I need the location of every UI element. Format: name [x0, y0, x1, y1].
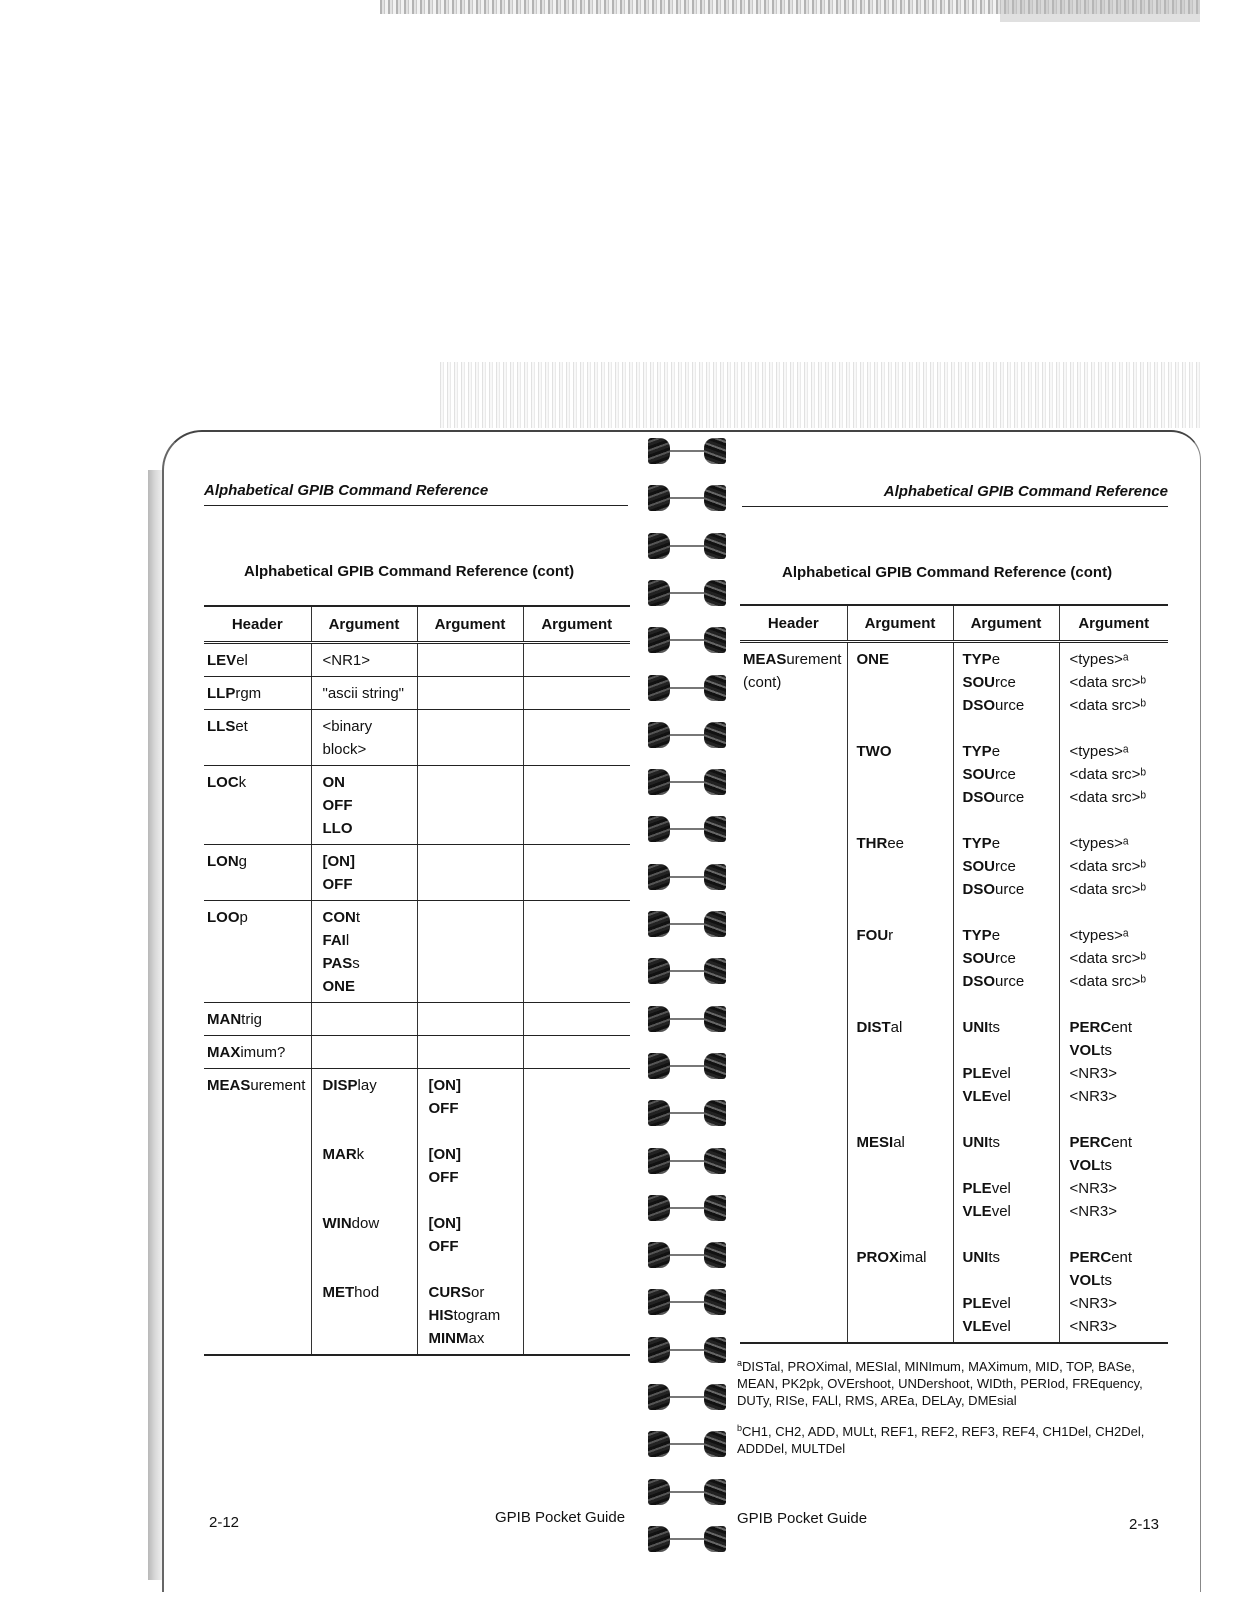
argument-keyword: UNIts [962, 1134, 1001, 1151]
binding-ring [648, 436, 726, 468]
argument-value: <data src>ᵇ [1069, 766, 1147, 783]
argument-group [857, 970, 949, 993]
argument-cell [311, 1003, 417, 1036]
left-command-table [204, 605, 630, 1356]
argument-value: [ON] [322, 853, 355, 870]
argument-value: FAIl [322, 932, 350, 949]
binding-ring [648, 673, 726, 705]
argument-cell [523, 643, 630, 677]
argument-group [857, 786, 949, 809]
right-page-number: 2-13 [1129, 1516, 1160, 1533]
command-header-cell: LLSet [204, 710, 311, 766]
group-spacer [1070, 993, 1165, 1016]
argument-value: <NR3> [1069, 1065, 1118, 1082]
argument-value: <data src>ᵇ [1069, 881, 1147, 898]
binding-ring [648, 1004, 726, 1036]
argument-keyword: DSOurce [962, 789, 1025, 806]
column-header-argument3: Argument [523, 606, 630, 643]
binding-ring [648, 1098, 726, 1130]
left-running-head: Alphabetical GPIB Command Reference [204, 482, 628, 506]
command-header-cell: LOCk [204, 766, 311, 845]
argument-keyword: SOUrce [962, 950, 1016, 967]
argument-value: VOLts [1069, 1042, 1113, 1059]
command-header-cell: MEASurement [204, 1069, 311, 1356]
argument-value: <data src>ᵇ [1069, 789, 1147, 806]
argument-value: <NR3> [1069, 1180, 1118, 1197]
argument-value: OFF [428, 1100, 459, 1117]
argument-value: MARk [322, 1146, 365, 1163]
argument-cell [311, 710, 417, 766]
command-header-cell: MAXimum? [204, 1036, 311, 1069]
group-spacer [857, 809, 949, 832]
argument-group: DISTal [856, 1019, 903, 1036]
argument-keyword: VLEvel [962, 1088, 1011, 1105]
argument-cell [311, 677, 417, 710]
argument-value: <NR3> [1069, 1295, 1118, 1312]
argument-value: CURSor [428, 1284, 485, 1301]
argument-cell [417, 643, 523, 677]
argument-group: THRee [856, 835, 905, 852]
group-spacer [1070, 809, 1165, 832]
argument-cell [311, 845, 417, 901]
binding-ring [648, 1146, 726, 1178]
argument-value [323, 1189, 413, 1212]
binding-ring [648, 1429, 726, 1461]
binding-ring [648, 1477, 726, 1509]
argument-value: <NR3> [1069, 1203, 1118, 1220]
table-row [204, 643, 630, 677]
binding-ring [648, 1287, 726, 1319]
argument-group [857, 1085, 949, 1108]
argument-cell [523, 901, 630, 1003]
binding-ring [648, 1193, 726, 1225]
argument-keyword: PLEvel [962, 1065, 1011, 1082]
argument-keyword: TYPe [962, 743, 1001, 760]
right-footer-title: GPIB Pocket Guide [737, 1510, 868, 1527]
argument-group [857, 1039, 949, 1062]
column-header-argument3: Argument [1059, 605, 1168, 642]
binding-ring [648, 1240, 726, 1272]
argument-cell [311, 643, 417, 677]
argument-keyword: PLEvel [962, 1180, 1011, 1197]
argument-keyword: DSOurce [962, 881, 1025, 898]
argument-cell [417, 1003, 523, 1036]
binding-ring [648, 956, 726, 988]
argument-group [857, 1154, 949, 1177]
argument-value: DISPlay [322, 1077, 377, 1094]
argument-keyword [963, 1154, 1055, 1177]
group-spacer [963, 993, 1055, 1016]
argument-value: VOLts [1069, 1272, 1113, 1289]
argument-value: METhod [322, 1284, 380, 1301]
column-header-header: Header [740, 605, 847, 642]
right-running-head: Alphabetical GPIB Command Reference [742, 483, 1168, 507]
command-header-cell: MANtrig [204, 1003, 311, 1036]
argument-value: <types>ᵃ [1069, 927, 1129, 944]
argument-group [857, 1200, 949, 1223]
group-spacer [963, 1223, 1055, 1246]
argument-keyword: SOUrce [962, 674, 1016, 691]
argument-value [429, 1258, 519, 1281]
argument-value: CONt [322, 909, 361, 926]
argument-value: VOLts [1069, 1157, 1113, 1174]
argument-keyword: TYPe [962, 835, 1001, 852]
group-spacer [857, 717, 949, 740]
argument-value: <NR1> [322, 652, 371, 669]
table-row [204, 901, 630, 1003]
argument-group: TWO [856, 743, 892, 760]
argument-value: [ON] [428, 1146, 461, 1163]
argument-cell [523, 766, 630, 845]
binding-ring [648, 862, 726, 894]
group-spacer [857, 993, 949, 1016]
table-row [204, 677, 630, 710]
column-header-argument1: Argument [847, 605, 953, 642]
table-row [204, 710, 630, 766]
argument-value: <NR3> [1069, 1088, 1118, 1105]
argument-value: OFF [428, 1238, 459, 1255]
group-spacer [857, 1108, 949, 1131]
argument-value: OFF [322, 797, 353, 814]
footnote-a: $^a$DISTal, PROXimal, MESIal, MINImum, MAXimum, MID, TOP, BASe, MEAN, PK2pk, OVErshoot, UNDershoot, WIDth, PERIod, FREquency, DUTy, RISe, FALl, RMS, AREa, DELAy, DMEsial [737, 1358, 1143, 1408]
argument-keyword [963, 1269, 1055, 1292]
table-row [204, 766, 630, 845]
spiral-binding [640, 430, 732, 1600]
group-spacer [963, 1108, 1055, 1131]
group-spacer [857, 1223, 949, 1246]
table-row [204, 1069, 630, 1356]
argument-value [429, 1120, 519, 1143]
argument-keyword: UNIts [962, 1019, 1001, 1036]
argument-keyword: UNIts [962, 1249, 1001, 1266]
column-header-argument2: Argument [417, 606, 523, 643]
argument-keyword: TYPe [962, 651, 1001, 668]
argument-value: PERCent [1069, 1249, 1133, 1266]
argument-keyword: PLEvel [962, 1295, 1011, 1312]
group-spacer [857, 901, 949, 924]
argument-value [323, 1235, 413, 1258]
argument-cell [523, 1003, 630, 1036]
argument-cell [417, 1036, 523, 1069]
left-footer-title: GPIB Pocket Guide [495, 1509, 626, 1526]
footnotes [737, 1358, 1157, 1471]
column-header-argument2: Argument [953, 605, 1059, 642]
argument-group [857, 1292, 949, 1315]
table-row [204, 845, 630, 901]
argument-group [857, 947, 949, 970]
argument-value [323, 1120, 413, 1143]
scan-artifact-middle [440, 362, 1200, 428]
argument-cell [417, 677, 523, 710]
argument-group [857, 671, 949, 694]
binding-ring [648, 531, 726, 563]
argument-group [857, 1062, 949, 1085]
argument-value: [ON] [428, 1215, 461, 1232]
group-spacer [1070, 717, 1165, 740]
argument-value: MINMax [428, 1330, 485, 1347]
argument-value: HIStogram [428, 1307, 501, 1324]
argument-cell [523, 677, 630, 710]
argument-cell [523, 1069, 630, 1356]
argument-value: PERCent [1069, 1134, 1133, 1151]
argument-value: WINdow [322, 1215, 380, 1232]
argument-keyword: VLEvel [962, 1318, 1011, 1335]
footnote-b: $^b$CH1, CH2, ADD, MULt, REF1, REF2, REF3, REF4, CH1Del, CH2Del, ADDDel, MULTDel [737, 1423, 1145, 1456]
argument-group: ONE [856, 651, 890, 668]
group-spacer [963, 901, 1055, 924]
argument-group [857, 1269, 949, 1292]
binding-ring [648, 483, 726, 515]
binding-ring [648, 767, 726, 799]
command-header-cell: LOOp [204, 901, 311, 1003]
right-argument3-cell [1059, 642, 1168, 1344]
command-header-cell: LEVel [204, 643, 311, 677]
column-header-argument1: Argument [311, 606, 417, 643]
argument-value: <types>ᵃ [1069, 651, 1129, 668]
argument-group [857, 878, 949, 901]
argument-keyword [963, 1039, 1055, 1062]
argument-value: [ON] [428, 1077, 461, 1094]
argument-value [323, 1097, 413, 1120]
argument-value: PERCent [1069, 1019, 1133, 1036]
argument-keyword: SOUrce [962, 766, 1016, 783]
argument-group [857, 1177, 949, 1200]
argument-cell [311, 1036, 417, 1069]
argument-cell [417, 845, 523, 901]
argument-cell [417, 766, 523, 845]
argument-value: <data src>ᵇ [1069, 950, 1147, 967]
group-spacer [1070, 1108, 1165, 1131]
argument-cell [417, 901, 523, 1003]
right-table-caption: Alphabetical GPIB Command Reference (cont) [782, 564, 1113, 581]
group-spacer [963, 809, 1055, 832]
table-row [204, 1003, 630, 1036]
argument-value: LLO [322, 820, 353, 837]
command-header-note: (cont) [743, 674, 782, 691]
argument-group [857, 694, 949, 717]
argument-value: <binary [322, 718, 373, 735]
binding-ring [648, 1335, 726, 1367]
right-argument1-cell [847, 642, 953, 1344]
argument-group [857, 763, 949, 786]
binding-ring [648, 578, 726, 610]
group-spacer [1070, 1223, 1165, 1246]
command-header-cell: LONg [204, 845, 311, 901]
argument-value: PASs [322, 955, 360, 972]
argument-value: block> [322, 741, 367, 758]
left-page-number: 2-12 [209, 1514, 240, 1531]
group-spacer [963, 717, 1055, 740]
argument-group [857, 1315, 949, 1338]
argument-group: MESIal [856, 1134, 905, 1151]
column-header-header: Header [204, 606, 311, 643]
right-argument2-cell [953, 642, 1059, 1344]
right-command-table [740, 604, 1168, 1344]
argument-value: <data src>ᵇ [1069, 697, 1147, 714]
argument-value: <data src>ᵇ [1069, 858, 1147, 875]
argument-cell [311, 766, 417, 845]
argument-value: OFF [428, 1169, 459, 1186]
table-row [204, 1036, 630, 1069]
binding-ring [648, 1524, 726, 1556]
argument-cell [417, 710, 523, 766]
binding-ring [648, 1051, 726, 1083]
argument-keyword: SOUrce [962, 858, 1016, 875]
group-spacer [1070, 901, 1165, 924]
binding-ring [648, 625, 726, 657]
command-header: MEASurement [743, 651, 842, 668]
argument-cell [311, 1069, 417, 1356]
argument-value: <types>ᵃ [1069, 743, 1129, 760]
binding-ring [648, 814, 726, 846]
command-header-cell: LLPrgm [204, 677, 311, 710]
argument-keyword: DSOurce [962, 697, 1025, 714]
scan-artifact-corner [1000, 0, 1200, 22]
argument-value [323, 1166, 413, 1189]
argument-keyword: TYPe [962, 927, 1001, 944]
argument-value: <NR3> [1069, 1318, 1118, 1335]
argument-value [323, 1258, 413, 1281]
argument-value: ON [322, 774, 345, 791]
argument-value [429, 1189, 519, 1212]
argument-keyword: DSOurce [962, 973, 1025, 990]
argument-group: FOUr [856, 927, 894, 944]
argument-value: <data src>ᵇ [1069, 973, 1147, 990]
binding-ring [648, 720, 726, 752]
argument-keyword: VLEvel [962, 1203, 1011, 1220]
argument-cell [523, 1036, 630, 1069]
argument-cell [523, 845, 630, 901]
binding-ring [648, 909, 726, 941]
argument-cell [417, 1069, 523, 1356]
argument-group [857, 855, 949, 878]
left-table-caption: Alphabetical GPIB Command Reference (cont) [244, 563, 575, 580]
argument-value: OFF [322, 876, 353, 893]
argument-cell [311, 901, 417, 1003]
argument-group: PROXimal [856, 1249, 927, 1266]
binding-ring [648, 1382, 726, 1414]
right-header-cell [740, 642, 847, 1344]
argument-value: <types>ᵃ [1069, 835, 1129, 852]
argument-cell [523, 710, 630, 766]
argument-value: ONE [322, 978, 356, 995]
argument-value: "ascii string" [322, 685, 405, 702]
argument-value: <data src>ᵇ [1069, 674, 1147, 691]
